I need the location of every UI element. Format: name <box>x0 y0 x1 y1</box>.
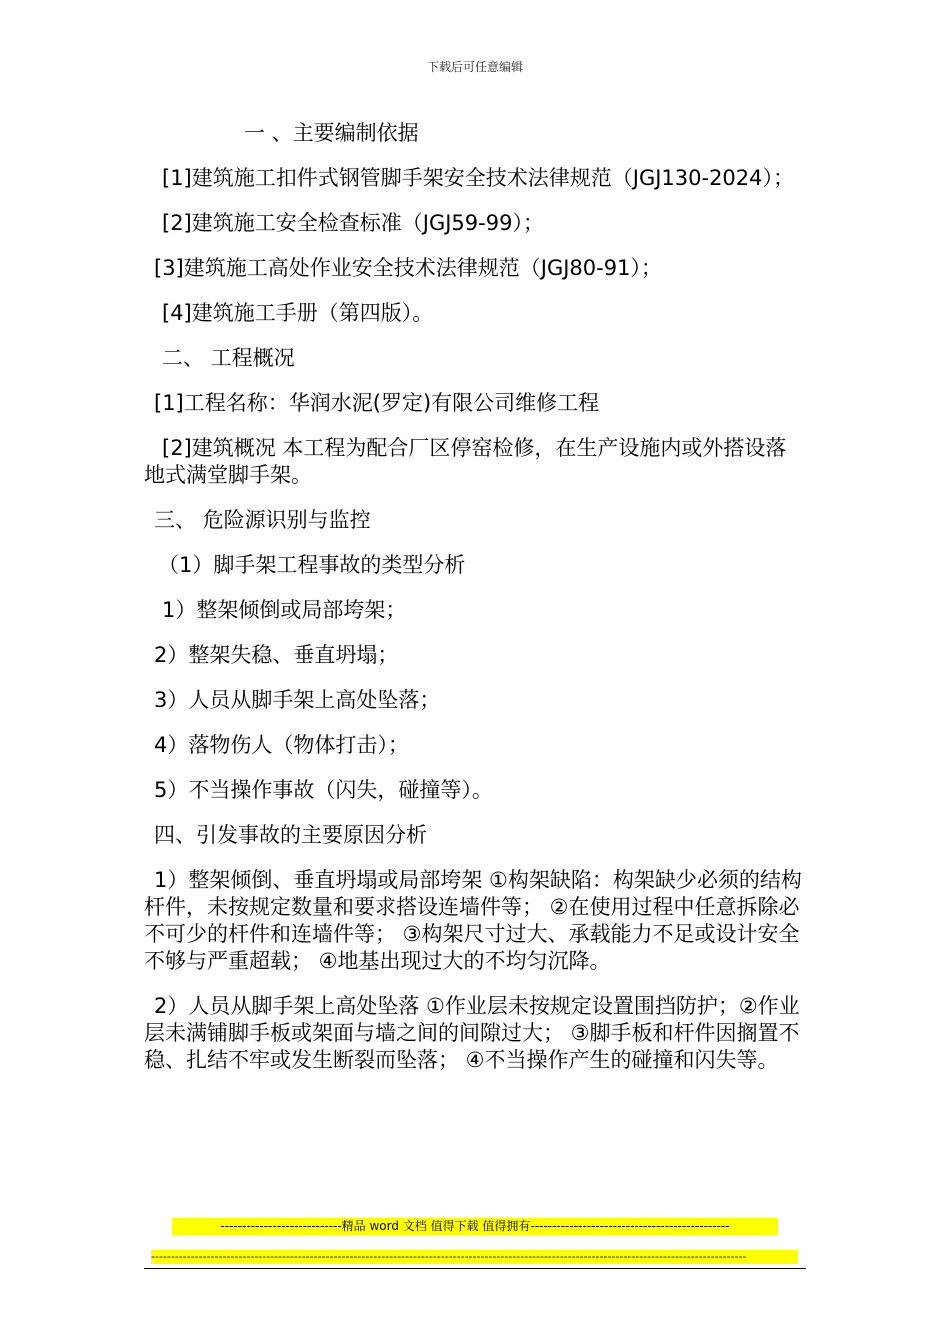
accident-type-1: 1）整架倾倒或局部垮架； <box>162 598 407 622</box>
accident-type-5: 5）不当操作事故（闪失，碰撞等）。 <box>154 778 493 802</box>
footer-dashed-banner: ------------------------------------------------------------------------------------------------------------------------------------------------------ <box>151 1250 798 1264</box>
document-body <box>144 120 804 1092</box>
cause-analysis-2: 2）人员从脚手架上高处坠落 ①作业层未按规定设置围挡防护；②作业层未满铺脚手板或架面与墙之间的间隙过大； ③脚手板和杆件因搁置不稳、扎结不牢或发生断裂而坠落； ④不当操作产生的碰撞和闪失等。 <box>144 994 800 1072</box>
footer-divider <box>144 1268 806 1269</box>
section-heading-4: 四、引发事故的主要原因分析 <box>154 823 427 847</box>
section-heading-2: 二、 工程概况 <box>162 346 295 370</box>
page-header: 下载后可任意编辑 <box>426 60 523 74</box>
reference-item-1: [1]建筑施工扣件式钢管脚手架安全技术法律规范（JGJ130-2024）； <box>162 166 795 190</box>
reference-item-2: [2]建筑施工安全检查标准（JGJ59-99）； <box>162 211 544 235</box>
cause-analysis-1: 1）整架倾倒、垂直坍塌或局部垮架 ①构架缺陷：构架缺少必须的结构杆件，未按规定数量和要求搭设连墙件等； ②在使用过程中任意拆除必不可少的杆件和连墙件等； ③构架尺寸过大、承载能力不足或设计安全不够与严重超载； ④地基出现过大的不均匀沉降。 <box>144 868 802 973</box>
subsection-heading: （1）脚手架工程事故的类型分析 <box>158 553 466 577</box>
project-name: [1]工程名称：华润水泥(罗定)有限公司维修工程 <box>154 391 600 415</box>
accident-type-4: 4）落物伤人（物体打击）； <box>154 733 409 757</box>
accident-type-3: 3）人员从脚手架上高处坠落； <box>154 688 441 712</box>
building-overview: [2]建筑概况 本工程为配合厂区停窑检修，在生产设施内或外搭设落地式满堂脚手架。 <box>144 436 787 487</box>
accident-type-2: 2）整架失稳、垂直坍塌； <box>154 643 399 667</box>
reference-item-3: [3]建筑施工高处作业安全技术法律规范（JGJ80-91）； <box>154 256 662 280</box>
reference-item-4: [4]建筑施工手册（第四版）。 <box>162 301 434 325</box>
section-heading-1: 一 、主要编制依据 <box>244 121 419 145</box>
section-heading-3: 三、 危险源识别与监控 <box>154 508 371 532</box>
footer-promo-banner: ----------------------------精品 word 文档 值得下载 值得拥有---------------------------------------------- <box>172 1218 778 1235</box>
